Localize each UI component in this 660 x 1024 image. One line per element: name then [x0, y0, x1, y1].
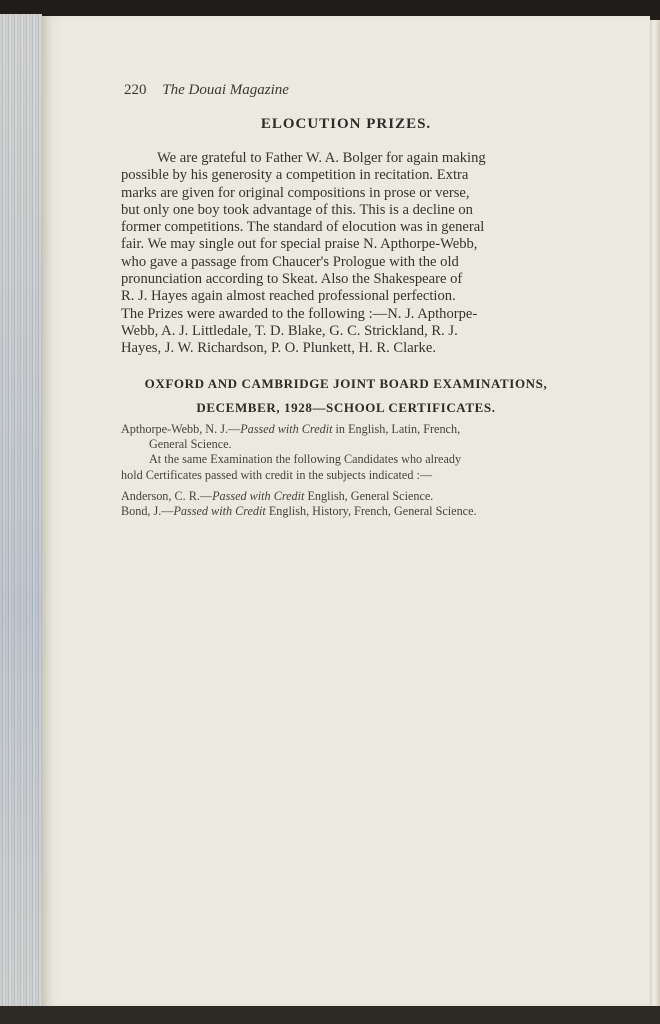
elocution-paragraph [121, 150, 571, 358]
result-entry [121, 504, 573, 519]
candidate-name: Bond, J.— [121, 504, 174, 519]
exam-results [121, 422, 573, 519]
paragraph-line: Webb, A. J. Littledale, T. D. Blake, G. C. Strickland, R. J. [121, 322, 458, 339]
note-line: At the same Examination the following Candidates who already [149, 452, 462, 467]
paragraph-line: but only one boy took advantage of this. This is a decline on [121, 201, 473, 218]
right-page-edge [650, 20, 660, 1006]
page-number: 220 [124, 82, 147, 98]
paragraph-line: who gave a passage from Chaucer's Prologue with the old [121, 253, 459, 270]
subjects: English, History, French, General Science. [265, 504, 477, 519]
note-line: hold Certificates passed with credit in the subjects indicated :— [121, 467, 433, 482]
magazine-title: The Douai Magazine [162, 82, 289, 98]
exams-heading-line-2: DECEMBER, 1928—SCHOOL CERTIFICATES. [196, 400, 496, 415]
paragraph-line: Hayes, J. W. Richardson, P. O. Plunkett, H. R. Clarke. [121, 340, 436, 357]
paragraph-line: pronunciation according to Skeat. Also the Shakespeare of [121, 271, 463, 288]
result-entry [121, 489, 573, 504]
paragraph-line: possible by his generosity a competition in recitation. Extra [121, 167, 469, 184]
credit-label: Passed with Credit [212, 488, 305, 503]
paragraph-line: fair. We may single out for special praise N. Apthorpe-Webb, [121, 236, 478, 253]
paragraph-line: The Prizes were awarded to the following :—N. J. Apthorpe- [121, 305, 478, 322]
candidate-name: Apthorpe-Webb, N. J.— [121, 422, 241, 436]
book-page-edges [0, 14, 42, 1006]
credit-label: Passed with Credit [240, 422, 333, 436]
paragraph-line: marks are given for original compositions in prose or verse, [121, 184, 470, 201]
bottom-scan-border [0, 1006, 660, 1024]
subjects: English, General Science. [304, 488, 434, 503]
running-head [124, 82, 289, 99]
result-entry-continued: General Science. [149, 437, 232, 452]
credit-label: Passed with Credit [173, 504, 266, 519]
candidate-name: Anderson, C. R.— [121, 488, 213, 503]
result-entry [121, 422, 573, 437]
paragraph-line: R. J. Hayes again almost reached professional perfection. [121, 288, 456, 305]
elocution-heading: ELOCUTION PRIZES. [260, 116, 432, 132]
exams-heading [120, 372, 572, 420]
paragraph-line: former competitions. The standard of elocution was in general [121, 219, 485, 236]
exams-heading-line-1: OXFORD AND CAMBRIDGE JOINT BOARD EXAMINATIONS, [144, 376, 548, 391]
paragraph-line: We are grateful to Father W. A. Bolger for again making [157, 150, 486, 166]
subjects: in English, Latin, French, [332, 422, 461, 436]
